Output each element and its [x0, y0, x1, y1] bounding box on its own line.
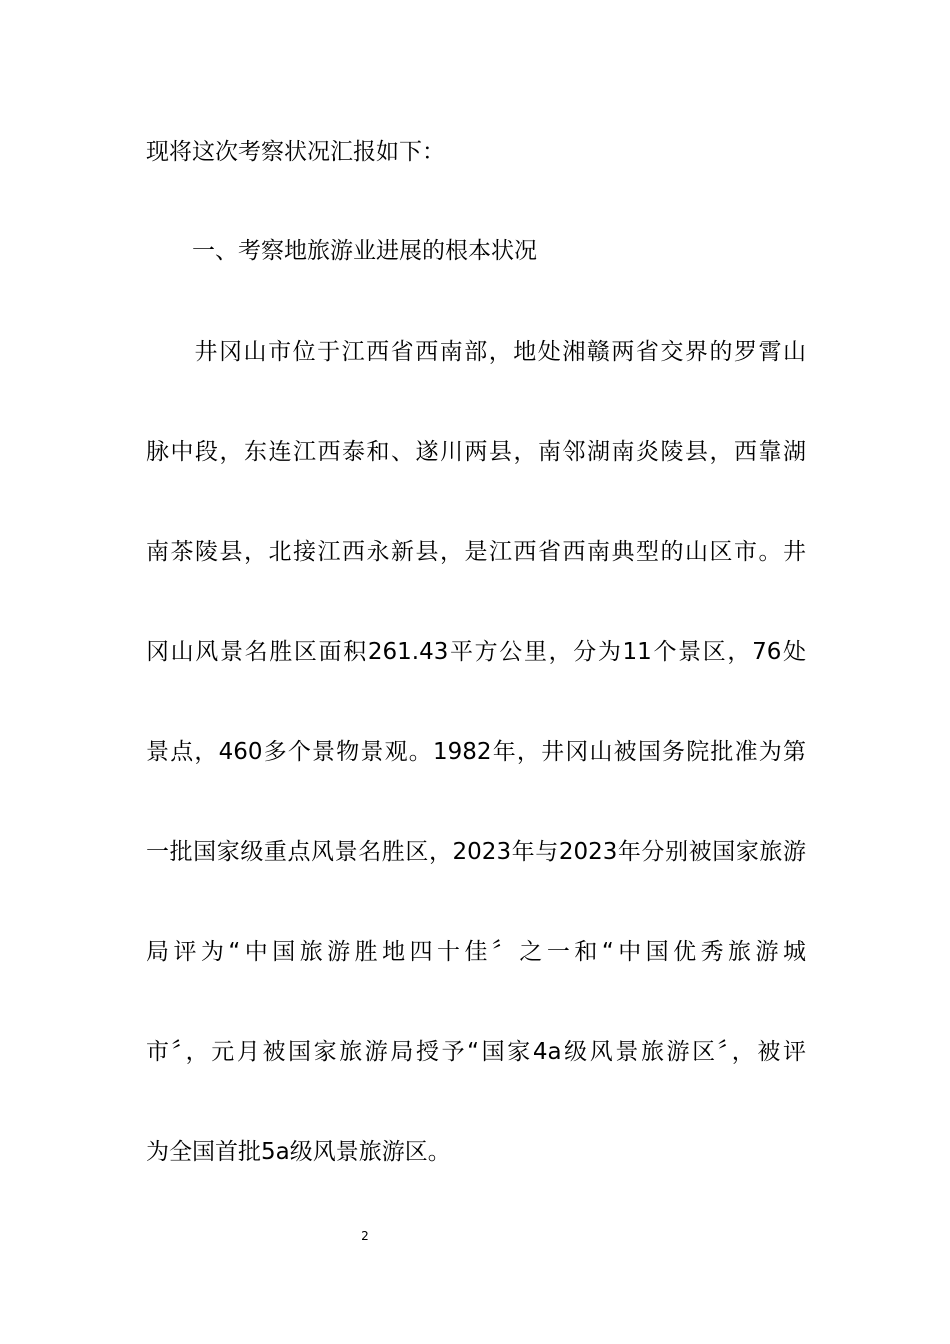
paragraph-line: 冈山风景名胜区面积261.43平方公里，分为11个景区，76处: [146, 639, 806, 665]
paragraph-line: 井冈山市位于江西省西南部，地处湘赣两省交界的罗霄山: [170, 339, 806, 365]
paragraph-line: 局评为“中国旅游胜地四十佳〞之一和“中国优秀旅游城: [146, 939, 806, 965]
paragraph-line: 为全国首批5a级风景旅游区。: [146, 1139, 451, 1165]
intro-line: 现将这次考察状况汇报如下：: [146, 139, 445, 165]
page-number: 2: [361, 1229, 369, 1243]
paragraph-line: 南茶陵县，北接江西永新县，是江西省西南典型的山区市。井: [146, 539, 806, 565]
paragraph-line: 景点，460多个景物景观。1982年，井冈山被国务院批准为第: [146, 739, 806, 765]
paragraph-line: 脉中段，东连江西泰和、遂川两县，南邻湖南炎陵县，西靠湖: [146, 439, 806, 465]
section-heading: 一、考察地旅游业进展的根本状况: [192, 238, 537, 264]
paragraph-line: 市〞，元月被国家旅游局授予“国家4a级风景旅游区〞，被评: [146, 1039, 806, 1065]
paragraph-line: 一批国家级重点风景名胜区，2023年与2023年分别被国家旅游: [146, 839, 806, 865]
